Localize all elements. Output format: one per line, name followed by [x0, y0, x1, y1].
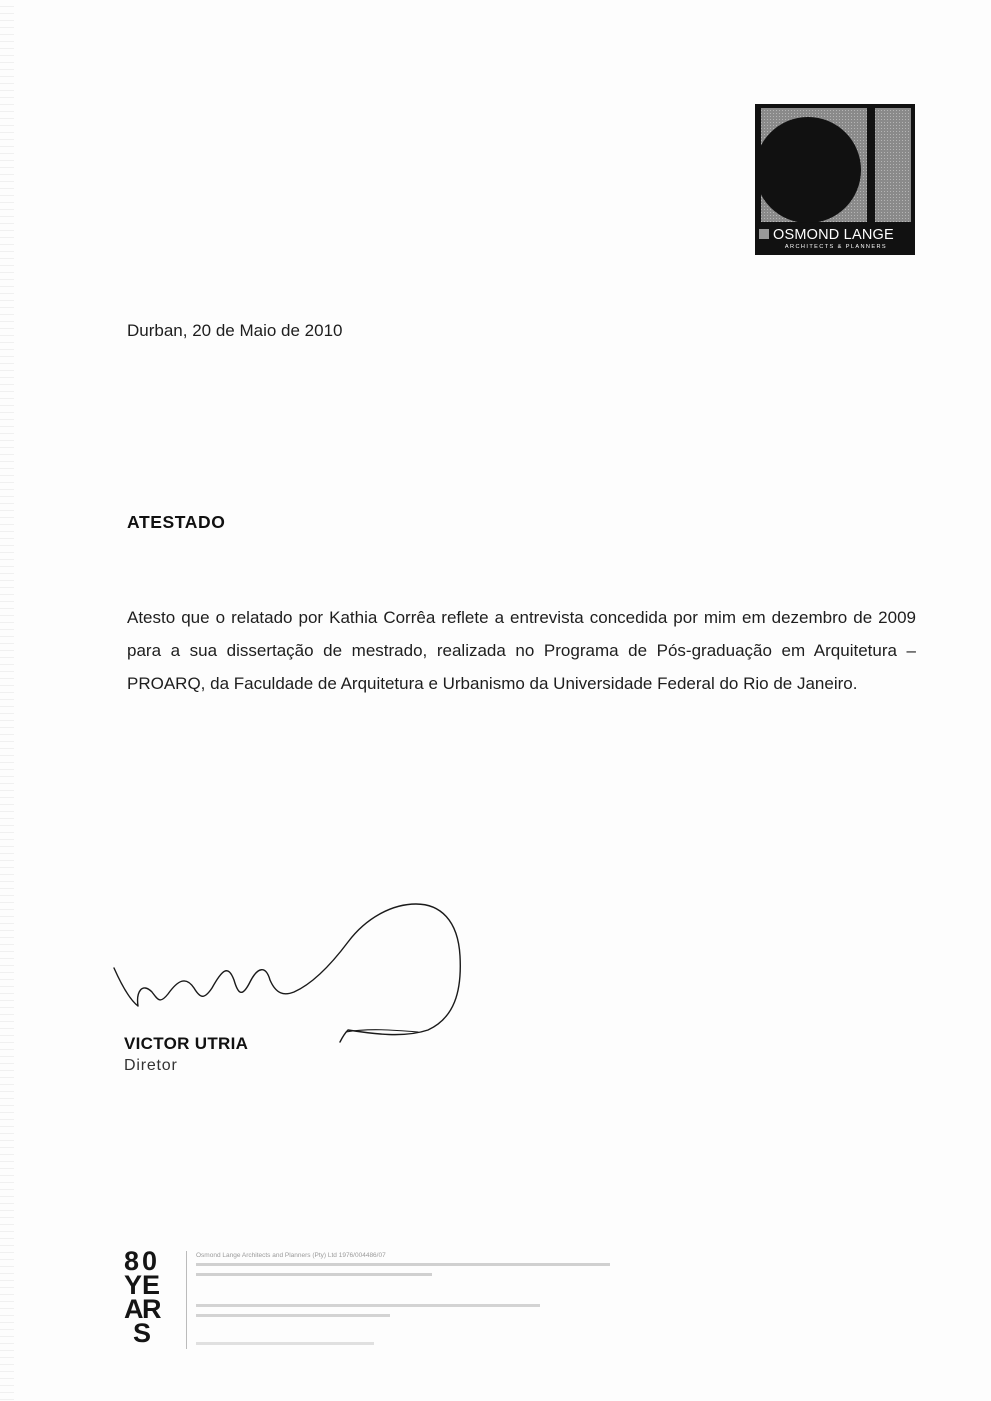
- footer-divider: [186, 1251, 187, 1349]
- date-line: Durban, 20 de Maio de 2010: [127, 321, 343, 340]
- signatory-role: Diretor: [124, 1057, 178, 1074]
- osmond-lange-logo: [755, 104, 915, 255]
- letter-body: Atesto que o relatado por Kathia Corrêa reflete a entrevista concedida por mim em dezembro de 2009 para a sua dissertação de mestrado, realizada no Programa de Pós-graduação em Arquitetura – PROARQ, da Faculdade de Arquitetura e Urbanismo da Universidade Federal do Rio de Janeiro.: [127, 608, 916, 693]
- footer-directors-lines: [196, 1302, 616, 1350]
- ol-monogram-icon: [755, 104, 915, 226]
- logo-name-band: [755, 226, 915, 255]
- eighty-years-logo: 8 0 Y E A R S: [124, 1246, 161, 1348]
- handwritten-signature: [108, 896, 478, 1046]
- footer-company-line: Osmond Lange Architects and Planners (Pty) Ltd 1976/004486/07: [196, 1252, 386, 1259]
- signatory-name: VICTOR UTRIA: [124, 1034, 249, 1053]
- company-tagline: ARCHITECTS & PLANNERS: [784, 244, 888, 250]
- company-name: OSMOND LANGE: [773, 227, 894, 243]
- footer-company-details: [196, 1251, 626, 1355]
- square-icon: [759, 229, 769, 239]
- scan-edge: [0, 0, 14, 1401]
- footer-address-lines: [196, 1260, 616, 1288]
- letter-heading: ATESTADO: [127, 512, 226, 532]
